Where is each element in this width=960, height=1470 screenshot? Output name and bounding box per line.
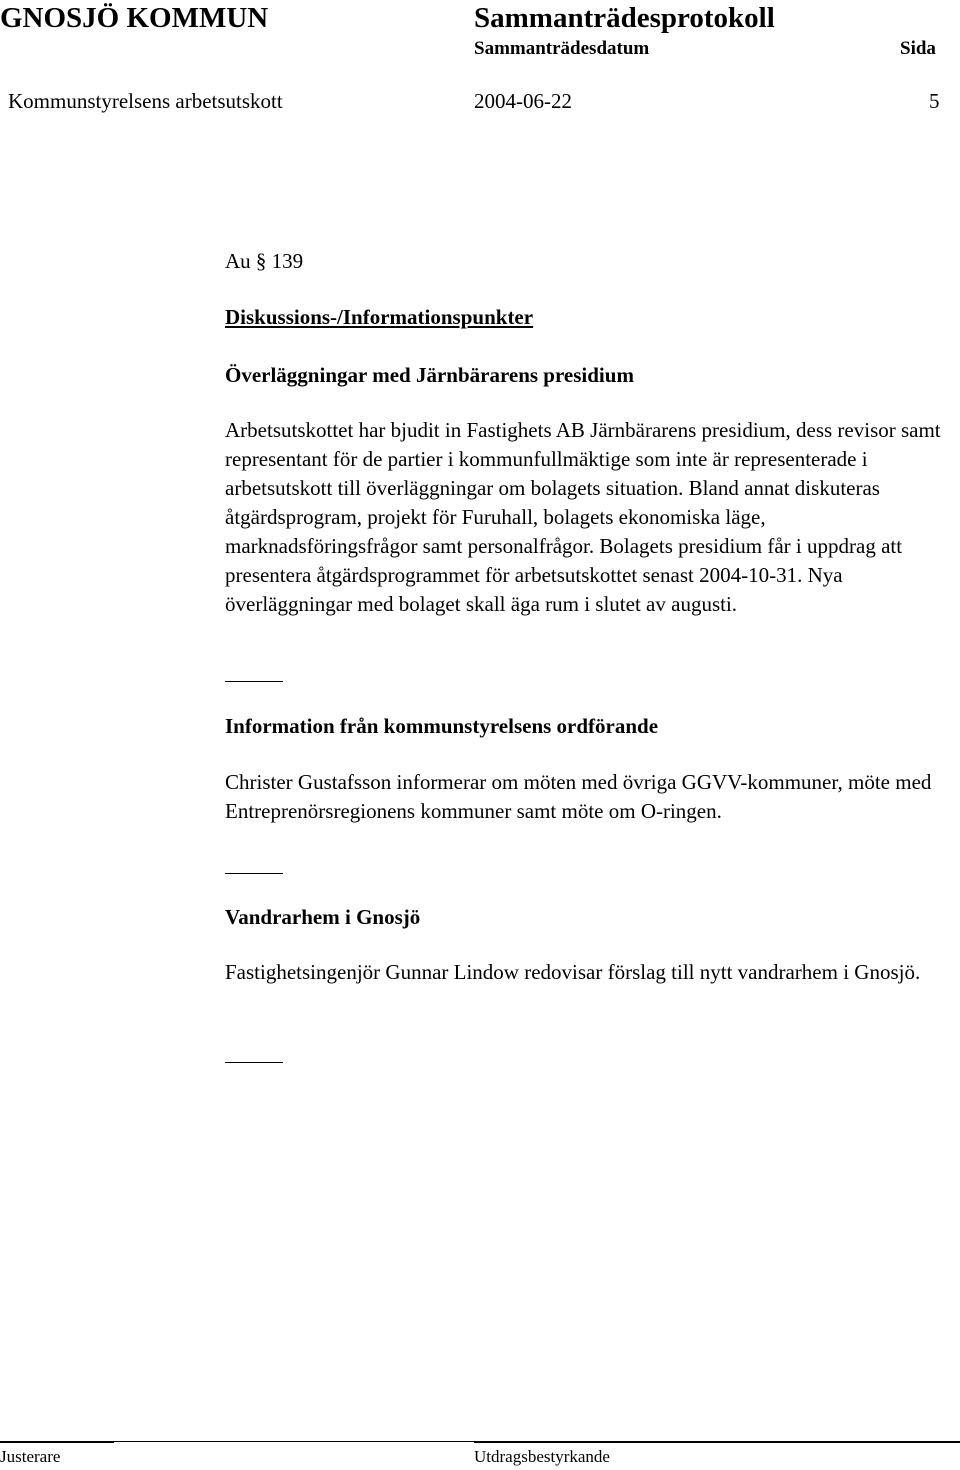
- section-heading: Diskussions-/Informationspunkter: [225, 305, 534, 329]
- item-separator: [225, 681, 283, 682]
- document-title: Sammanträdesprotokoll: [474, 2, 775, 34]
- meeting-date-label: Sammanträdesdatum: [474, 38, 650, 59]
- page-number: 5: [929, 89, 940, 113]
- item-body: Fastighetsingenjör Gunnar Lindow redovisar förslag till nytt vandrarhem i Gnosjö.: [225, 960, 921, 984]
- item-separator: [225, 1062, 283, 1063]
- meeting-date: 2004-06-22: [474, 89, 572, 113]
- committee-name: Kommunstyrelsens arbetsutskott: [8, 89, 283, 113]
- organization-name: GNOSJÖ KOMMUN: [0, 2, 269, 34]
- item-heading: Överläggningar med Järnbärarens presidium: [225, 363, 634, 387]
- signers-label: Justerare: [0, 1447, 61, 1466]
- item-body: Arbetsutskottet har bjudit in Fastighets AB Järnbärarens presidium, dess revisor samt representant för de partier i kommunfullmäktige som inte är representerade i arbetsutskott till överläggningar om bolagets situation. Bland annat diskuteras åtgärdsprogram, projekt för Furuhall, bolagets ekonomiska läge, marknadsföringsfrågor samt personalfrågor. Bolagets presidium får i uppdrag att presentera åtgärdsprogrammet för arbetsutskottet senast 2004-10-31. Nya överläggningar med bolaget skall äga rum i slutet av augusti.: [225, 418, 941, 616]
- item-separator: [225, 873, 283, 874]
- extract-certification-label: Utdragsbestyrkande: [474, 1447, 610, 1466]
- item-heading: Information från kommunstyrelsens ordförande: [225, 714, 659, 738]
- footer-rule-thin: [114, 1441, 474, 1442]
- page-label: Sida: [900, 38, 936, 59]
- item-body: Christer Gustafsson informerar om möten med övriga GGVV-kommuner, möte med Entreprenörsregionens kommuner samt möte om O-ringen.: [225, 770, 932, 823]
- paragraph-reference: Au § 139: [225, 249, 304, 273]
- item-heading: Vandrarhem i Gnosjö: [225, 905, 421, 929]
